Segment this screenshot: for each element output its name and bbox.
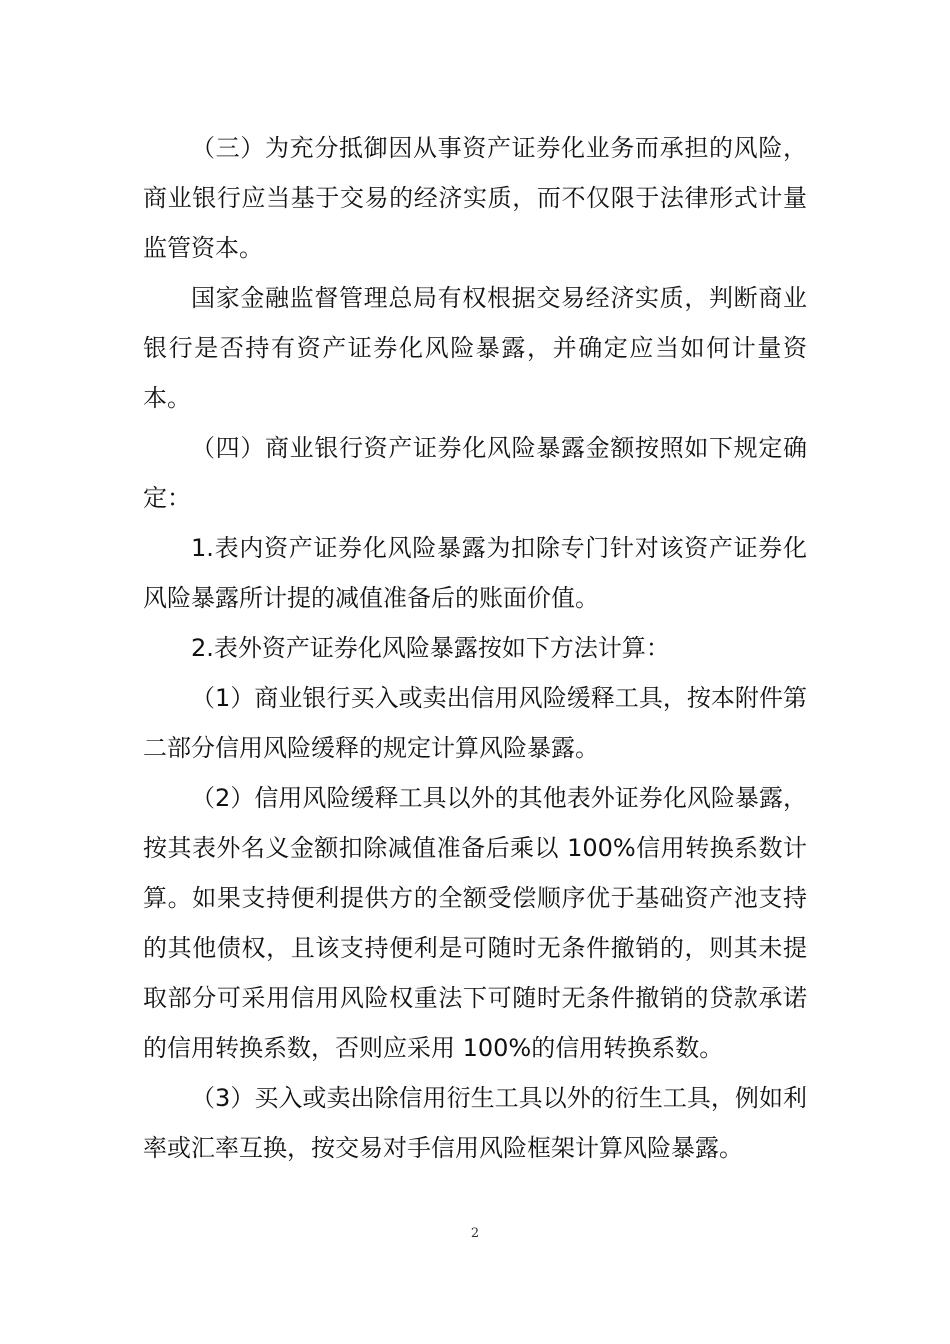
- paragraph-section-3: （三）为充分抵御因从事资产证券化业务而承担的风险，商业银行应当基于交易的经济实质，而不仅限于法律形式计量监管资本。: [143, 134, 807, 262]
- page-number: 2: [470, 1226, 480, 1241]
- paragraph-regulator-authority: 国家金融监督管理总局有权根据交易经济实质，判断商业银行是否持有资产证券化风险暴露，并确定应当如何计量资本。: [143, 284, 807, 412]
- paragraph-subitem-2: （2）信用风险缓释工具以外的其他表外证券化风险暴露，按其表外名义金额扣除减值准备后乘以 100%信用转换系数计算。如果支持便利提供方的全额受偿顺序优于基础资产池支持的其他债权，且该支持便利是可随时无条件撤销的，则其未提取部分可采用信用风险权重法下可随时无条件撤销的贷款承诺的信用转换系数，否则应采用 100%的信用转换系数。: [143, 784, 807, 1062]
- body-text: [143, 123, 807, 1173]
- paragraph-section-4: （四）商业银行资产证券化风险暴露金额按照如下规定确定：: [143, 434, 807, 512]
- paragraph-subitem-1: （1）商业银行买入或卖出信用风险缓释工具，按本附件第二部分信用风险缓释的规定计算风险暴露。: [143, 684, 807, 762]
- paragraph-subitem-3: （3）买入或卖出除信用衍生工具以外的衍生工具，例如利率或汇率互换，按交易对手信用风险框架计算风险暴露。: [143, 1084, 807, 1162]
- paragraph-item-1: 1.表内资产证券化风险暴露为扣除专门针对该资产证券化风险暴露所计提的减值准备后的账面价值。: [143, 534, 807, 612]
- paragraph-item-2: 2.表外资产证券化风险暴露按如下方法计算：: [191, 634, 670, 662]
